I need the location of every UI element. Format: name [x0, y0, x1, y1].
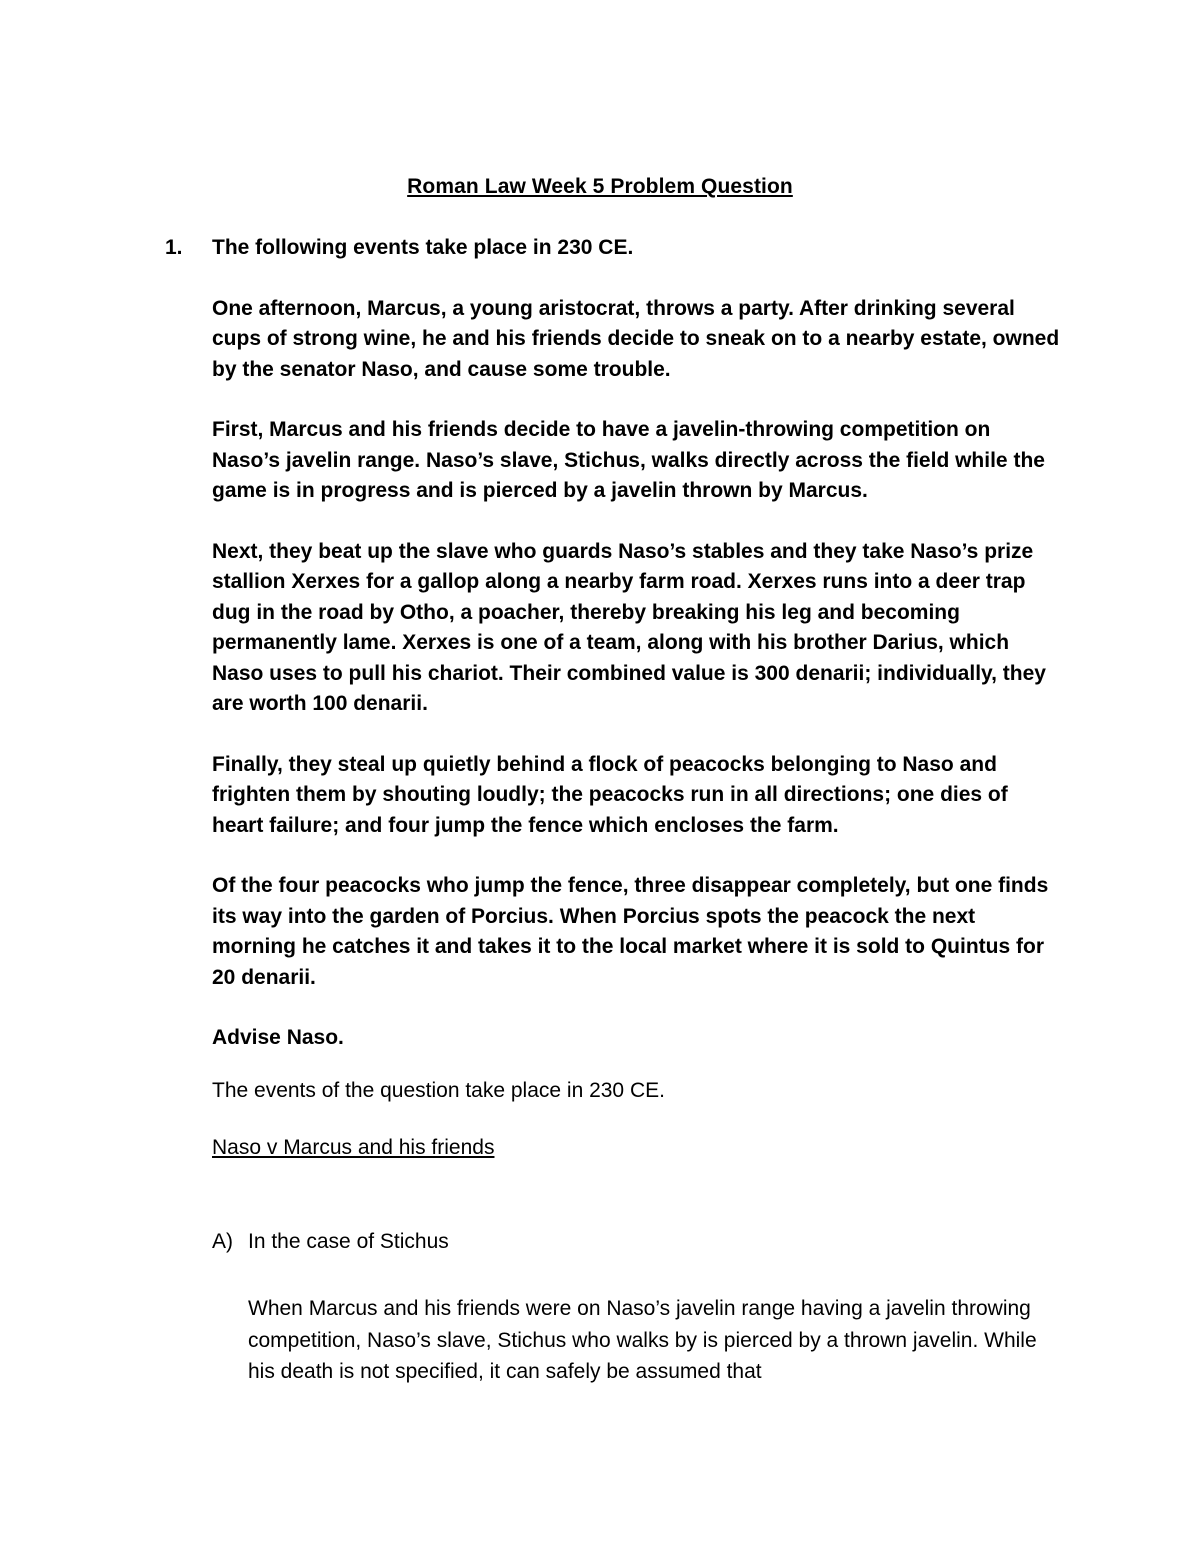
subsection-body	[248, 1293, 1058, 1388]
question-paragraph: First, Marcus and his friends decide to have a javelin-throwing competition on Naso’s javelin range. Naso’s slave, Stichus, walks directly across the field while the game is in progress and is pierced by a javelin thrown by Marcus.	[212, 418, 1045, 502]
question-number: 1.	[165, 236, 183, 259]
question-paragraph: Of the four peacocks who jump the fence, three disappear completely, but one finds its way into the garden of Porcius. When Porcius spots the peacock the next morning he catches it and takes it to the local market where it is sold to Quintus for 20 denarii.	[212, 874, 1049, 989]
question-paragraph: Advise Naso.	[212, 1026, 344, 1049]
subsection-label: A)	[212, 1230, 233, 1253]
question-paragraph: Finally, they steal up quietly behind a flock of peacocks belonging to Naso and frighten them by shouting loudly; the peacocks run in all directions; one dies of heart failure; and four jump the fence which encloses the farm.	[212, 752, 1008, 837]
question-text	[212, 233, 1062, 1084]
subsection-paragraph: When Marcus and his friends were on Naso’s javelin range having a javelin throwing competition, Naso’s slave, Stichus who walks by is pierced by a thrown javelin. While his death is not specified, it can safely be assumed that	[248, 1297, 1037, 1383]
question-paragraph: One afternoon, Marcus, a young aristocrat, throws a party. After drinking several cups of strong wine, he and his friends decide to sneak on to a nearby estate, owned by the senator Naso, and cause some trouble.	[212, 296, 1060, 381]
question-paragraph: Next, they beat up the slave who guards Naso’s stables and they take Naso’s prize stallion Xerxes for a gallop along a nearby farm road. Xerxes runs into a deer trap dug in the road by Otho, a poacher, thereby breaking his leg and becoming permanently lame. Xerxes is one of a team, along with his brother Darius, which Naso uses to pull his chariot. Their combined value is 300 denarii; individually, they are worth 100 denarii.	[212, 539, 1046, 715]
question-paragraph: The following events take place in 230 CE.	[212, 236, 634, 259]
section-heading: Naso v Marcus and his friends	[212, 1136, 495, 1159]
answer-intro: The events of the question take place in 230 CE.	[212, 1079, 665, 1102]
subsection-title: In the case of Stichus	[248, 1230, 449, 1253]
document-title: Roman Law Week 5 Problem Question	[407, 175, 793, 198]
